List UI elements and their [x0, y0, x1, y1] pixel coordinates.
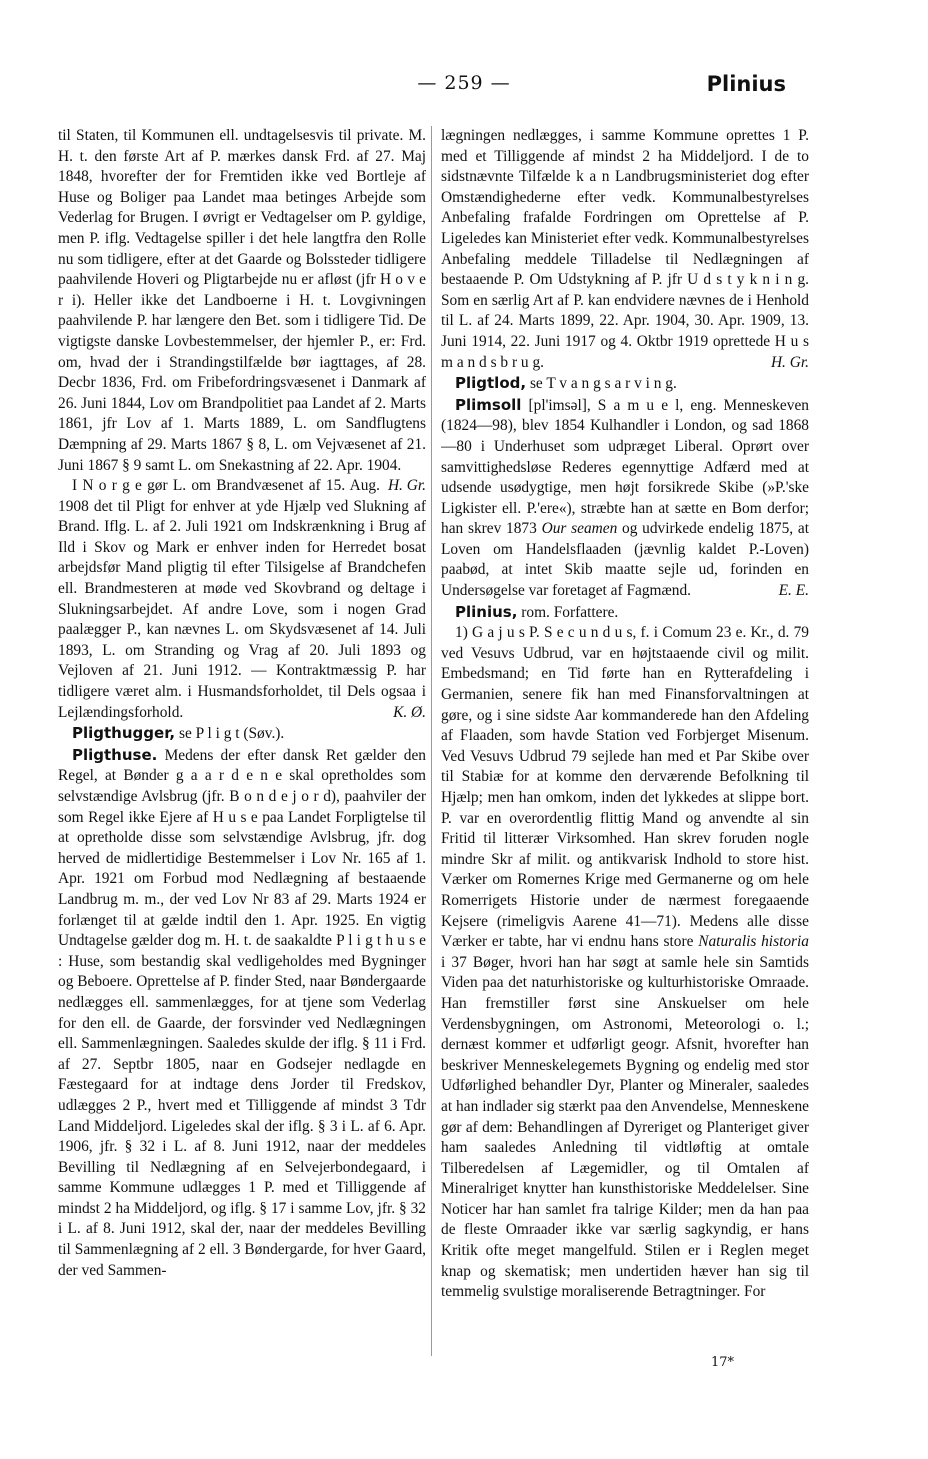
- left-column: [58, 126, 426, 1356]
- entry-text: [pl'imsəl], S a m u e l, eng. Menneskeven (1824—98), blev 1854 Kulhandler i London, og sad 1868—80 i Underhuset som udpræget Liberal. Oprørt over samvittighedsløse Rederes egennyttige Adfærd med at udsende usødygtige, men højt forsikrede Skibe (»P.'ske Ligkister ell. P.'ere«), stræbte han at sætte en Bom derfor; han skrev 1873: [441, 396, 809, 538]
- entry-text: Medens der efter dansk Ret gælder den Regel, at Bønder g a a r d e n e skal opretholdes som selvstændige Avlsbrug (jfr. B o n d e j o r d), paahviler der som Regel ikke Ejere af H u s e paa Landet Forpligtelse til at opretholde disse som selvstændige Avlsbrug, jfr. dog herved de midlertidige Bestemmelser i Lov Nr. 165 af 1. Apr. 1921 om Forbud mod Nedlægning af bestaaende Landbrug m. m., der ved Lov Nr 83 af 29. Marts 1924 er forlænget til at gælde indtil den 1. Apr. 1925. En vigtig Undtagelse gælder dog m. H. t. de saakaldte P l i g t h u s e : Huse, som bestandig skal vedligeholdes med Bygninger og Beboere. Oprettelse af P. finder Sted, naar Bøndergaarde nedlægges ell. sammenlægges, for at tjene som Vederlag for den ell. de Gaarde, der forsvinder ved Nedlægningen ell. Sammenlægningen. Saaledes skulde der iflg. § 11 i Frd. af 27. Septbr 1805, naar en Godsejer nedlagde en Fæstegaard for at indtage dens Jorder til Fredskov, udlægges 2 P., hvert med et Tilliggende af mindst 3 Tdr Land Middeljord. Ligeledes skal der iflg. § 3 i L. af 6. Apr. 1906, jfr. § 32 i L. af 8. Juni 1912, naar der meddeles Bevilling til Nedlægning af en Selvejerbondegaard, i samme Kommune udlægges 1 P. med et Tilliggende af mindst 2 ha Middeljord, og iflg. § 17 i samme Lov, jfr. § 32 i L. af 8. Juni 1912, skal der, naar der meddeles Bevilling til Sammenlægning af 2 ell. 3 Bøndergarde, for hver Gaard, der ved Sammen-: [58, 746, 426, 1279]
- entry-text: se P l i g t (Søv.).: [178, 725, 285, 743]
- entry-headword: Pligthuse.: [72, 745, 158, 764]
- entry-headword: Pligthugger,: [72, 724, 176, 743]
- paragraph-text: lægningen nedlægges, i samme Kommune oprettes 1 P. med et Tilliggende af mindst 2 ha Middeljord. I de to sidstnævnte Tilfælde k a n Landbrugsministeriet dog efter Omstændighederne efter vedk. Kommunalbestyrelses Anbefaling frafalde Fordringen om Oprettelse af P. Ligeledes kan Ministeriet efter vedk. Kommunalbestyrelses Anbefaling meddele Tilladelse til Nedlægningen af bestaaende P. Om Udstykning af P. jfr U d s t y k n i n g. Som en særlig Art af P. kan endvidere nævnes de i Henhold til L. af 24. Marts 1899, 22. Apr. 1904, 30. Apr. 1909, 13. Juni 1914, 22. Juni 1917 og 4. Oktbr 1919 oprettede H u s m a n d s b r u g.: [441, 127, 809, 371]
- paragraph: [58, 476, 426, 723]
- column-divider: [431, 126, 432, 1356]
- entry-headword: Plinius,: [455, 602, 518, 621]
- entry-headword: Pligtlod,: [455, 374, 527, 393]
- work-title: Naturalis historia: [698, 933, 809, 951]
- paragraph: [58, 126, 426, 495]
- paragraph-text: 1) G a j u s P. S e c u n d u s, f. i Comum 23 e. Kr., d. 79 ved Vesuvs Udbrud, var en højtstaaende civil og milit. Embedsmand; en Tid førte han en Rytterafdeling i Germanien, senere fik han med Finansforvaltningen at gøre, og i sine sidste Aar kommanderede han den Afdeling af Flaaden, som havde Station ved Forbjerget Misenum. Ved Vesuvs Udbrud 79 sejlede han med et Par Skibe over til Stabiæ for at komme den derværende Befolkning til Hjælp; men han omkom, inden det lykkedes at slippe bort. P. var en overordentlig flittig Mand og anvendte al sin Fritid til litterær Virksomhed. Han skrev foruden nogle mindre Skr af milit. og antikvarisk Indhold to store hist. Værker om Romernes Krige med Germanerne og om hele Romerrigets Historie under de nærmest foregaaende Kejsere (rimeligvis Aarene 41—71). Medens alle disse Værker er tabte, har vi endnu hans store: [441, 624, 809, 951]
- entry-text: og udvirkede endelig 1875, at Loven om Handelsflaaden (jævnlig kaldet P.-Loven) paabød, at intet Skib maatte sejle ud, forinden en Undersøgelse var foretaget af Fagmænd.: [441, 520, 809, 600]
- right-column: [441, 126, 809, 1356]
- paragraph: [441, 126, 809, 373]
- work-title: Our seamen: [541, 520, 618, 538]
- entry: [441, 602, 809, 624]
- page-number: — 259 —: [417, 72, 511, 94]
- author-signature: K. Ø.: [393, 703, 426, 721]
- signature-mark: 17*: [711, 1355, 735, 1370]
- page-header: [0, 70, 928, 100]
- author-signature: H. Gr.: [387, 477, 426, 495]
- entry: [58, 745, 426, 1281]
- paragraph-text: i 37 Bøger, hvori han har søgt at samle hele sin Samtids Viden paa det naturhistoriske og kulturhistoriske Omraade. Han fremstiller først sine Anskuelser om hele Verdensbygningen, om Astronomi, Meteorologi o. l.; dernæst kommer et udførligt geogr. Afsnit, hvorefter han beskriver Menneskelegemets Bygning og endelig med stor Udførlighed behandler Dyr, Planter og Mineraler, saaledes at han indlader sig stærkt paa den Anvendelse, Menneskene gør af dem: Behandlingen af Dyreriget og Planteriget giver ham saaledes Anledning til vidtløftig at omtale Tilberedelsen af Lægemidler, og til Omtalen af Mineralriget knytter han kunsthistoriske Meddelelser. Sine Noticer har han samlet fra talrige Kilder; men da han paa de fleste Omraader ikke var særlig sagkyndig, er hans Kritik ofte meget mangelfuld. Stilen er i Reglen meget knap og skematisk; men undertiden hæver han sig til temmelig svulstige moraliserende Betragtninger. For: [441, 953, 809, 1301]
- paragraph-text: til Staten, til Kommunen ell. undtagelsesvis til private. M. H. t. den første Art af P. mærkes dansk Frd. af 27. Maj 1848, hvorefter der for Fremtiden ikke ved Bortleje af Huse og Boliger paa Landet maa betinges Arbejde som Vederlag for Brugen. I øvrigt er Vedtagelser om P. gyldige, men P. iflg. Vedtagelse spiller i det hele langtfra den Rolle nu som tidligere, efter at det Gaarde og Bolssteder tidligere paahvilende Hoveri og Pligtarbejde nu er afløst (jfr H o v e r i). Heller ikke det Landboerne i H. t. Lovgivningen paahvilende P. har længere den Bet. som i tidligere Tid. De vigtigste danske Lovbestemmelser, der hjemler P., er: Frd. om, hvad der i Strandingstilfælde bør iagttages, af 28. Decbr 1836, Frd. om Fribefordringsvæsenet i Danmark af 26. Juni 1844, Lov om Brandpolitiet paa Landet af 2. Marts 1861, jfr Lov af 1. Marts 1889, L. om Sandflugtens Dæmpning af 29. Marts 1867 § 8, L. om Vejvæsenet af 21. Juni 1867 § 9 samt L. om Snekastning af 22. Apr. 1904.: [58, 127, 426, 474]
- entry: [58, 723, 426, 745]
- entry: [441, 395, 809, 602]
- author-signature: E. E.: [778, 582, 809, 600]
- author-signature: H. Gr.: [770, 353, 809, 371]
- paragraph-text: I N o r g e gør L. om Brandvæsenet af 15. Aug. 1908 det til Pligt for enhver at yde Hjælp ved Slukning af Brand. Iflg. L. af 2. Juli 1921 om Indskrænkning i Brug af Ild i Skov og Mark er enhver inden for Herredet bosat arbejdsfør Mand pligtig til efter Tilsigelse af Brandchefen ell. Brandmesteren at møde ved Skovbrand og deltage i Slukningsarbejdet. Af andre Love, som i nogen Grad paalægger P., kan nævnes L. om Skydsvæsenet af 14. Juli 1893, L. om Stranding og Vrag af 20. Juli 1893 og Vejloven af 21. Juni 1912. — Kontraktmæssig P. har tidligere været alm. i Husmandsforholdet, til Dels ogsaa i Lejlændingsforhold.: [58, 477, 426, 721]
- entry-headword: Plimsoll: [455, 395, 522, 414]
- paragraph: [441, 623, 809, 1303]
- entry-text: se T v a n g s a r v i n g.: [529, 375, 677, 393]
- running-head: Plinius: [706, 72, 786, 96]
- entry: [441, 373, 809, 395]
- entry-text: rom. Forfattere.: [521, 603, 619, 621]
